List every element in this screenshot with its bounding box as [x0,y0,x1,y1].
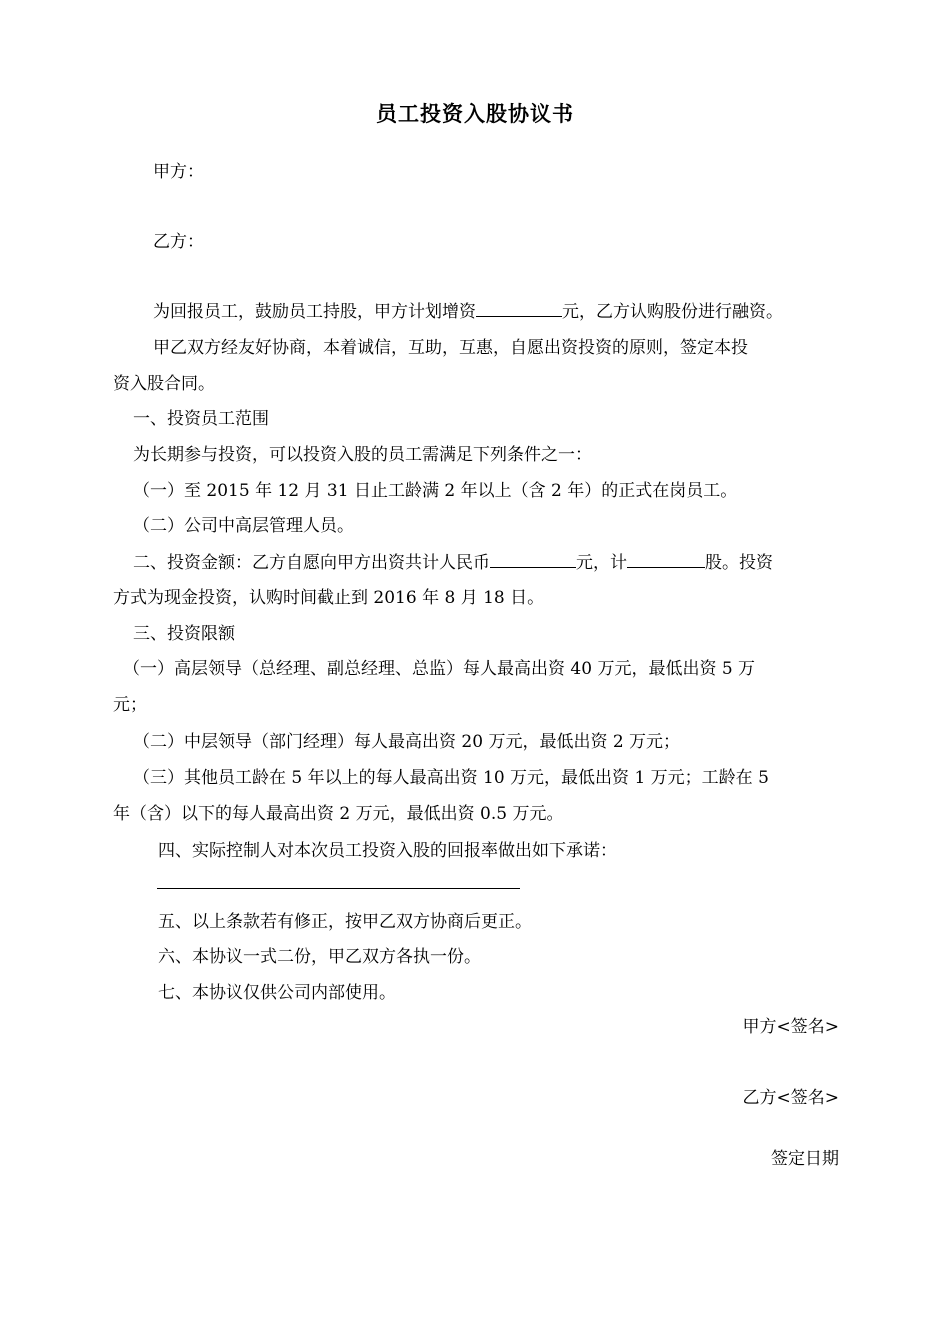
section-4-heading: 四、实际控制人对本次员工投资入股的回报率做出如下承诺： [158,841,617,861]
commitment-blank-line[interactable] [157,888,520,889]
investment-amount-blank[interactable] [490,549,576,568]
intro-paragraph-2-line-2: 资入股合同。 [113,374,215,394]
section-3-item-3-line-2: 年（含）以下的每人最高出资 2 万元，最低出资 0.5 万元。 [113,804,564,824]
intro-1-pre: 为回报员工，鼓励员工持股，甲方计划增资 [153,302,476,322]
section-5: 五、以上条款若有修正，按甲乙双方协商后更正。 [158,912,532,932]
section-3-item-2: （二）中层领导（部门经理）每人最高出资 20 万元，最低出资 2 万元； [133,732,681,752]
section-1-text: 为长期参与投资，可以投资入股的员工需满足下列条件之一： [133,445,592,465]
document-title: 员工投资入股协议书 [376,101,574,126]
share-count-blank[interactable] [627,549,705,568]
section-1-item-1: （一）至 2015 年 12 月 31 日止工龄满 2 年以上（含 2 年）的正式在岗员工。 [133,481,738,501]
party-b-label: 乙方： [153,232,204,252]
section-3-item-1-line-2: 元； [113,695,147,715]
section-2-line-2: 方式为现金投资，认购时间截止到 2016 年 8 月 18 日。 [113,588,545,608]
intro-paragraph-2-line-1: 甲乙双方经友好协商，本着诚信，互助，互惠，自愿出资投资的原则，签定本投 [153,338,748,358]
section-3-item-1-line-1: （一）高层领导（总经理、副总经理、总监）每人最高出资 40 万元，最低出资 5 万 [123,659,756,679]
intro-paragraph-1 [113,298,879,324]
signing-date-label: 签定日期 [771,1149,839,1169]
section-2-line-1 [113,549,859,575]
section-1-heading: 一、投资员工范围 [133,409,269,429]
capital-increase-blank[interactable] [476,298,562,317]
section-7: 七、本协议仅供公司内部使用。 [158,983,396,1003]
section-6: 六、本协议一式二份，甲乙双方各执一份。 [158,947,481,967]
party-a-label: 甲方： [153,162,204,182]
section-3-item-3-line-1: （三）其他员工龄在 5 年以上的每人最高出资 10 万元，最低出资 1 万元；工龄在 5 [133,768,769,788]
party-b-signature: 乙方<签名> [742,1088,839,1108]
section-2-post: 股。投资 [705,553,773,573]
section-2-mid: 元，计 [576,553,627,573]
party-a-signature: 甲方<签名> [742,1017,839,1037]
section-1-item-2: （二）公司中高层管理人员。 [133,516,354,536]
section-3-heading: 三、投资限额 [133,624,235,644]
section-2-pre: 二、投资金额：乙方自愿向甲方出资共计人民币 [133,553,490,573]
intro-1-post: 元，乙方认购股份进行融资。 [562,302,783,322]
